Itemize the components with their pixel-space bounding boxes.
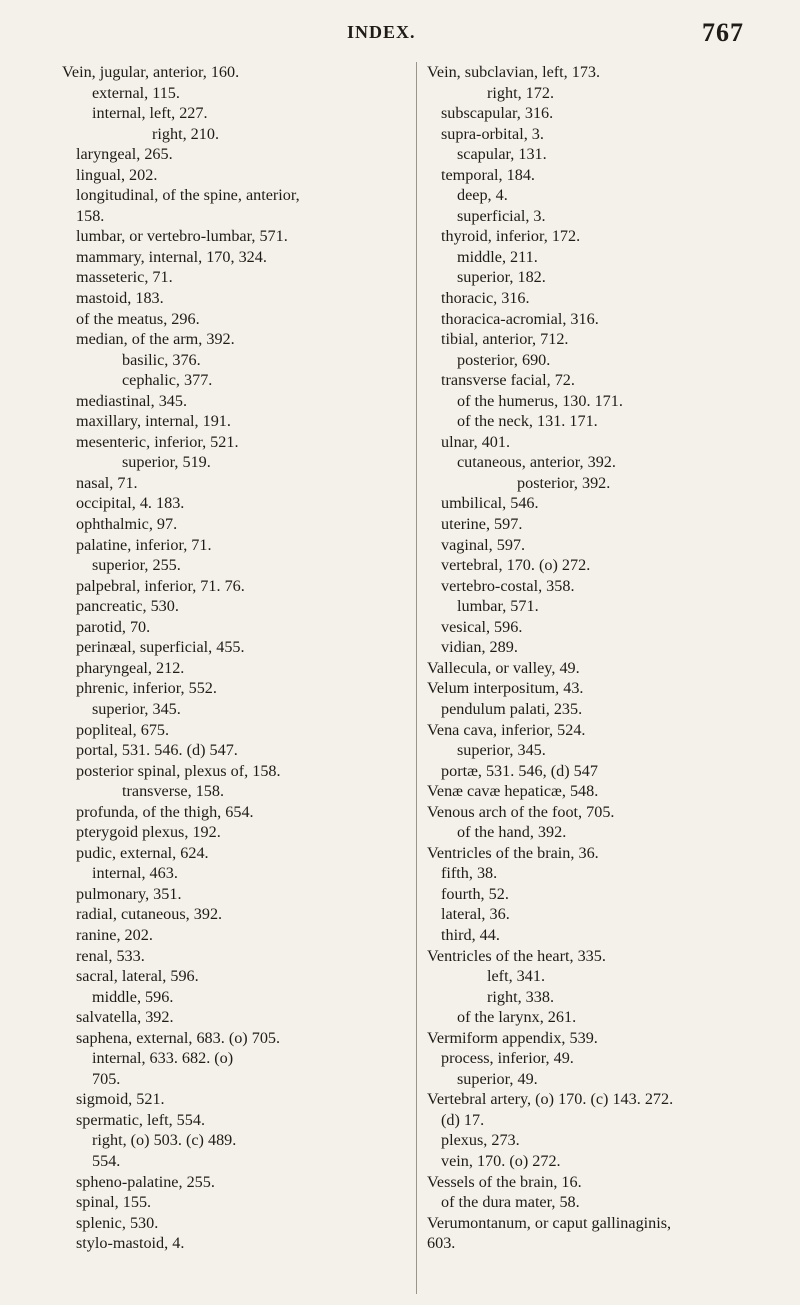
index-entry: Vein, subclavian, left, 173. xyxy=(427,63,601,81)
index-entry: spheno-palatine, 255. xyxy=(76,1172,215,1191)
index-entry: palatine, inferior, 71. xyxy=(76,535,212,554)
index-entry: superficial, 3. xyxy=(457,206,546,225)
index-entry: plexus, 273. xyxy=(441,1131,520,1150)
index-entry: fifth, 38. xyxy=(441,864,498,883)
index-entry: longitudinal, of the spine, anterior, xyxy=(76,186,300,205)
index-entry: internal, 463. xyxy=(92,864,178,883)
index-entry: superior, 49. xyxy=(457,1069,538,1088)
index-entry: basilic, 376. xyxy=(122,350,201,369)
index-entry: mediastinal, 345. xyxy=(76,391,188,410)
index-entry: pharyngeal, 212. xyxy=(76,658,185,677)
index-entry: uterine, 597. xyxy=(441,515,523,534)
index-entry: (d) 17. xyxy=(441,1110,485,1129)
index-entry: subscapular, 316. xyxy=(441,104,554,123)
index-entry: right, 338. xyxy=(487,987,554,1006)
index-entry: vein, 170. (o) 272. xyxy=(441,1151,561,1170)
index-entry: Venous arch of the foot, 705. xyxy=(427,802,615,821)
index-entry: radial, cutaneous, 392. xyxy=(76,905,223,924)
index-entry: third, 44. xyxy=(441,925,500,944)
index-entry: lingual, 202. xyxy=(76,165,158,184)
index-entry: transverse, 158. xyxy=(122,782,225,801)
index-entry: vidian, 289. xyxy=(441,638,518,657)
index-entry: temporal, 184. xyxy=(441,165,535,184)
index-entry: vertebro-costal, 358. xyxy=(441,576,575,595)
index-entry: 158. xyxy=(76,206,105,225)
index-entry: posterior spinal, plexus of, 158. xyxy=(76,761,281,780)
index-entry: ulnar, 401. xyxy=(441,432,511,451)
index-entry: fourth, 52. xyxy=(441,884,509,903)
index-entry: popliteal, 675. xyxy=(76,720,170,739)
index-entry: mammary, internal, 170, 324. xyxy=(76,247,267,266)
index-entry: mastoid, 183. xyxy=(76,289,164,308)
index-entry: pterygoid plexus, 192. xyxy=(76,823,221,842)
index-entry: Ventricles of the heart, 335. xyxy=(427,946,606,965)
index-entry: 705. xyxy=(92,1069,121,1088)
index-entry: Vallecula, or valley, 49. xyxy=(427,658,580,677)
index-entry: right, 172. xyxy=(487,83,554,102)
index-entry: process, inferior, 49. xyxy=(441,1049,574,1068)
index-entry: superior, 182. xyxy=(457,268,546,287)
index-entry: 554. xyxy=(92,1151,121,1170)
index-entry: Vermiform appendix, 539. xyxy=(427,1028,598,1047)
index-entry: maxillary, internal, 191. xyxy=(76,412,231,431)
index-entry: of the humerus, 130. 171. xyxy=(457,391,623,410)
index-entry: internal, left, 227. xyxy=(92,104,208,123)
index-entry: median, of the arm, 392. xyxy=(76,330,235,349)
index-entry: ranine, 202. xyxy=(76,925,153,944)
index-entry: Ventricles of the brain, 36. xyxy=(427,843,599,862)
index-entry: perinæal, superficial, 455. xyxy=(76,638,245,657)
index-entry: parotid, 70. xyxy=(76,617,151,636)
index-entry: posterior, 392. xyxy=(517,473,611,492)
index-entry: sacral, lateral, 596. xyxy=(76,967,199,986)
index-entry: external, 115. xyxy=(92,83,180,102)
index-entry: thoracica-acromial, 316. xyxy=(441,309,599,328)
index-entry: superior, 519. xyxy=(122,453,211,472)
index-entry: right, (o) 503. (c) 489. xyxy=(92,1131,237,1150)
index-entry: Venæ cavæ hepaticæ, 548. xyxy=(427,782,599,801)
index-entry: Velum interpositum, 43. xyxy=(427,679,584,698)
index-entry: stylo-mastoid, 4. xyxy=(76,1234,185,1253)
index-entry: of the hand, 392. xyxy=(457,823,567,842)
index-entry: palpebral, inferior, 71. 76. xyxy=(76,576,245,595)
index-entry: portæ, 531. 546, (d) 547 xyxy=(441,761,598,780)
index-entry: nasal, 71. xyxy=(76,473,138,492)
index-entry: umbilical, 546. xyxy=(441,494,539,513)
index-entry: of the meatus, 296. xyxy=(76,309,200,328)
index-entry: lumbar, or vertebro-lumbar, 571. xyxy=(76,227,288,246)
index-entry: lateral, 36. xyxy=(441,905,510,924)
index-entry: pendulum palati, 235. xyxy=(441,699,583,718)
index-entry: right, 210. xyxy=(152,124,219,143)
index-entry: 603. xyxy=(427,1234,456,1253)
index-entry: Vessels of the brain, 16. xyxy=(427,1172,582,1191)
index-entry: mesenteric, inferior, 521. xyxy=(76,432,239,451)
index-entry: thyroid, inferior, 172. xyxy=(441,227,581,246)
index-entry: splenic, 530. xyxy=(76,1213,159,1232)
index-entry: left, 341. xyxy=(487,967,545,986)
index-entry: Vein, jugular, anterior, 160. xyxy=(62,63,240,81)
index-entry: supra-orbital, 3. xyxy=(441,124,544,143)
index-entry: lumbar, 571. xyxy=(457,597,539,616)
index-entry: sigmoid, 521. xyxy=(76,1090,165,1109)
index-entry: transverse facial, 72. xyxy=(441,371,575,390)
index-entry: renal, 533. xyxy=(76,946,145,965)
index-entry: saphena, external, 683. (o) 705. xyxy=(76,1028,281,1047)
index-entry: middle, 596. xyxy=(92,987,174,1006)
page-header xyxy=(0,18,800,47)
index-entry: posterior, 690. xyxy=(457,350,551,369)
index-entry: of the dura mater, 58. xyxy=(441,1193,580,1212)
index-entry: tibial, anterior, 712. xyxy=(441,330,569,349)
index-entry: ophthalmic, 97. xyxy=(76,515,178,534)
index-entry: spinal, 155. xyxy=(76,1193,152,1212)
index-entry: pancreatic, 530. xyxy=(76,597,179,616)
index-entry: pulmonary, 351. xyxy=(76,884,182,903)
index-entry: vaginal, 597. xyxy=(441,535,526,554)
page-number: 767 xyxy=(702,18,744,47)
index-entry: superior, 345. xyxy=(457,741,546,760)
index-entry: internal, 633. 682. (o) xyxy=(92,1049,234,1068)
index-entry: Verumontanum, or caput gallinaginis, xyxy=(427,1213,672,1232)
index-entry: thoracic, 316. xyxy=(441,289,530,308)
index-entry: portal, 531. 546. (d) 547. xyxy=(76,741,238,760)
index-entry: Vertebral artery, (o) 170. (c) 143. 272. xyxy=(427,1090,674,1109)
column-divider xyxy=(416,62,417,1294)
index-entry: cutaneous, anterior, 392. xyxy=(457,453,616,472)
index-entry: masseteric, 71. xyxy=(76,268,173,287)
index-entry: spermatic, left, 554. xyxy=(76,1110,206,1129)
index-entry: superior, 255. xyxy=(92,556,181,575)
index-entry: occipital, 4. 183. xyxy=(76,494,185,513)
index-entry: vesical, 596. xyxy=(441,617,523,636)
running-head-title: INDEX. xyxy=(347,22,416,42)
index-entry: of the larynx, 261. xyxy=(457,1008,577,1027)
index-entry: cephalic, 377. xyxy=(122,371,213,390)
index-entry: vertebral, 170. (o) 272. xyxy=(441,556,591,575)
index-entry: middle, 211. xyxy=(457,247,538,266)
index-entry: salvatella, 392. xyxy=(76,1008,174,1027)
index-entry: pudic, external, 624. xyxy=(76,843,209,862)
index-entry: superior, 345. xyxy=(92,699,181,718)
index-entry: of the neck, 131. 171. xyxy=(457,412,598,431)
index-column-left xyxy=(62,62,407,1254)
index-entry: Vena cava, inferior, 524. xyxy=(427,720,586,739)
index-entry: laryngeal, 265. xyxy=(76,145,173,164)
index-entry: phrenic, inferior, 552. xyxy=(76,679,217,698)
index-entry: scapular, 131. xyxy=(457,145,547,164)
index-column-right xyxy=(427,62,797,1254)
index-entry: deep, 4. xyxy=(457,186,508,205)
index-entry: profunda, of the thigh, 654. xyxy=(76,802,254,821)
